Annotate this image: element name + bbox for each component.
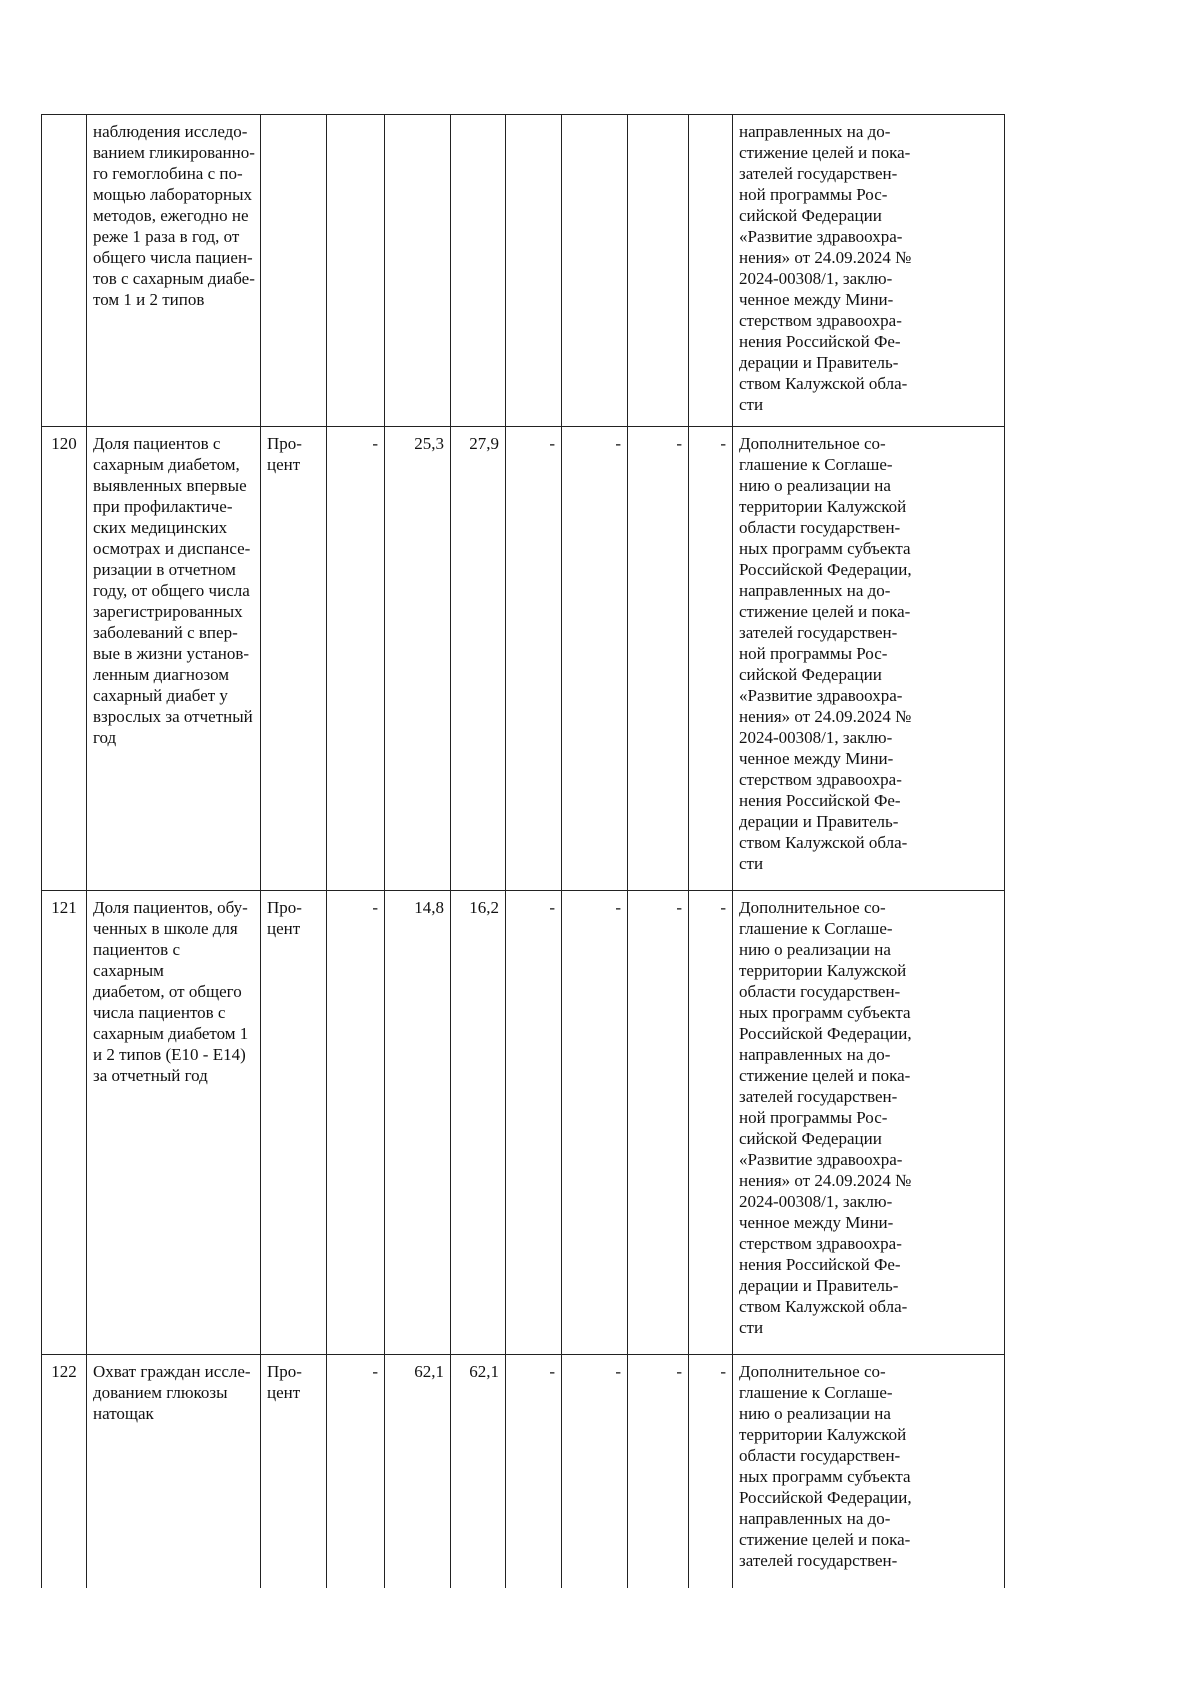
- text-line: нию о реализации на: [739, 1404, 891, 1423]
- text-line: глашение к Соглаше-: [739, 919, 893, 938]
- text-line: глашение к Соглаше-: [739, 1383, 893, 1402]
- text-line: пациентов с сахарным: [93, 940, 181, 980]
- text-line: 2024-00308/1, заклю-: [739, 269, 893, 288]
- value-col-7: [689, 115, 733, 427]
- row-number: 121: [42, 891, 87, 1355]
- value-col-6: -: [628, 427, 689, 891]
- text-line: ченных в школе для: [93, 919, 238, 938]
- value-col-4: -: [506, 427, 562, 891]
- text-line: «Развитие здравоохра-: [739, 686, 903, 705]
- value-col-5: -: [562, 891, 628, 1355]
- source-document: [733, 427, 1005, 891]
- text-line: сти: [739, 854, 764, 873]
- text-line: ных программ субъекта: [739, 1003, 911, 1022]
- value-col-3: [451, 115, 506, 427]
- text-line: ной программы Рос-: [739, 644, 888, 663]
- text-line: Дополнительное со-: [739, 1362, 886, 1381]
- text-line: направленных на до-: [739, 1045, 891, 1064]
- value-col-6: -: [628, 891, 689, 1355]
- value-col-5: -: [562, 427, 628, 891]
- text-line: области государствен-: [739, 1446, 901, 1465]
- text-line: сти: [739, 1318, 764, 1337]
- text-line: глашение к Соглаше-: [739, 455, 893, 474]
- text-line: дованием глюкозы: [93, 1383, 228, 1402]
- row-number: 122: [42, 1355, 87, 1590]
- value-col-3: 16,2: [451, 891, 506, 1355]
- value-col-2: 62,1: [385, 1355, 451, 1590]
- indicator-name: [87, 891, 261, 1355]
- source-document: [733, 1355, 1005, 1590]
- text-line: «Развитие здравоохра-: [739, 1150, 903, 1169]
- text-line: году, от общего числа: [93, 581, 250, 600]
- text-line: сти: [739, 395, 764, 414]
- text-line: направленных на до-: [739, 122, 891, 141]
- text-line: Российской Федерации,: [739, 560, 912, 579]
- text-line: сахарным диабетом,: [93, 455, 240, 474]
- value-col-7: -: [689, 1355, 733, 1590]
- value-col-2: [385, 115, 451, 427]
- text-line: общего числа пациен-: [93, 248, 253, 267]
- value-col-1: -: [327, 427, 385, 891]
- text-line: ством Калужской обла-: [739, 1297, 908, 1316]
- text-line: 2024-00308/1, заклю-: [739, 728, 893, 747]
- value-col-4: [506, 115, 562, 427]
- text-line: сийской Федерации: [739, 206, 882, 225]
- text-line: нения Российской Фе-: [739, 332, 901, 351]
- text-line: Доля пациентов с: [93, 434, 221, 453]
- text-line: ризации в отчетном: [93, 560, 236, 579]
- table-row: [42, 1355, 1005, 1590]
- text-line: нения» от 24.09.2024 №: [739, 1171, 912, 1190]
- text-line: числа пациентов с: [93, 1003, 226, 1022]
- text-line: дерации и Правитель-: [739, 353, 899, 372]
- value-col-3: 62,1: [451, 1355, 506, 1590]
- text-line: нения Российской Фе-: [739, 791, 901, 810]
- text-line: зателей государствен-: [739, 623, 898, 642]
- text-line: стерством здравоохра-: [739, 1234, 902, 1253]
- value-col-1: -: [327, 1355, 385, 1590]
- text-line: зателей государствен-: [739, 1087, 898, 1106]
- text-line: ванием гликированно-: [93, 143, 255, 162]
- text-line: том 1 и 2 типов: [93, 290, 205, 309]
- value-col-1: -: [327, 891, 385, 1355]
- value-col-2: 25,3: [385, 427, 451, 891]
- text-line: территории Калужской: [739, 1425, 907, 1444]
- text-line: взрослых за отчетный: [93, 707, 253, 726]
- unit-of-measure: [261, 115, 327, 427]
- text-line: осмотрах и диспансе-: [93, 539, 251, 558]
- text-line: ной программы Рос-: [739, 1108, 888, 1127]
- text-line: территории Калужской: [739, 497, 907, 516]
- indicator-name: [87, 1355, 261, 1590]
- text-line: реже 1 раза в год, от: [93, 227, 240, 246]
- text-line: заболеваний с впер-: [93, 623, 238, 642]
- text-line: ством Калужской обла-: [739, 374, 908, 393]
- text-line: Дополнительное со-: [739, 434, 886, 453]
- text-line: направленных на до-: [739, 581, 891, 600]
- text-line: нения» от 24.09.2024 №: [739, 707, 912, 726]
- text-line: зателей государствен-: [739, 1551, 898, 1570]
- text-line: ских медицинских: [93, 518, 228, 537]
- text-line: нения Российской Фе-: [739, 1255, 901, 1274]
- text-line: сийской Федерации: [739, 1129, 882, 1148]
- text-line: при профилактиче-: [93, 497, 233, 516]
- text-line: натощак: [93, 1404, 154, 1423]
- text-line: Про-: [267, 898, 302, 917]
- value-col-6: -: [628, 1355, 689, 1590]
- text-line: «Развитие здравоохра-: [739, 227, 903, 246]
- text-line: ной программы Рос-: [739, 185, 888, 204]
- text-line: ных программ субъекта: [739, 1467, 911, 1486]
- text-line: сийской Федерации: [739, 665, 882, 684]
- text-line: направленных на до-: [739, 1509, 891, 1528]
- value-col-4: -: [506, 891, 562, 1355]
- value-col-5: -: [562, 1355, 628, 1590]
- text-line: области государствен-: [739, 982, 901, 1001]
- row-number: [42, 115, 87, 427]
- unit-of-measure: [261, 891, 327, 1355]
- text-line: сахарный диабет у: [93, 686, 228, 705]
- text-line: Российской Федерации,: [739, 1488, 912, 1507]
- table-row: [42, 427, 1005, 891]
- text-line: ленным диагнозом: [93, 665, 230, 684]
- text-line: нию о реализации на: [739, 940, 891, 959]
- indicators-table: [41, 114, 1005, 1589]
- text-line: зателей государствен-: [739, 164, 898, 183]
- value-col-3: 27,9: [451, 427, 506, 891]
- value-col-5: [562, 115, 628, 427]
- text-line: год: [93, 728, 117, 747]
- text-line: стерством здравоохра-: [739, 311, 902, 330]
- source-document: [733, 891, 1005, 1355]
- value-col-7: -: [689, 891, 733, 1355]
- page-bottom-margin: [0, 1588, 1200, 1708]
- text-line: и 2 типов (Е10 - Е14): [93, 1045, 246, 1064]
- text-line: методов, ежегодно не: [93, 206, 249, 225]
- text-line: области государствен-: [739, 518, 901, 537]
- value-col-4: -: [506, 1355, 562, 1590]
- text-line: Про-: [267, 1362, 302, 1381]
- text-line: зарегистрированных: [93, 602, 243, 621]
- text-line: Доля пациентов, обу-: [93, 898, 248, 917]
- text-line: мощью лабораторных: [93, 185, 253, 204]
- table-row: [42, 891, 1005, 1355]
- text-line: стижение целей и пока-: [739, 1066, 911, 1085]
- text-line: дерации и Правитель-: [739, 1276, 899, 1295]
- text-line: наблюдения исследо-: [93, 122, 248, 141]
- text-line: тов с сахарным диабе-: [93, 269, 255, 288]
- text-line: стерством здравоохра-: [739, 770, 902, 789]
- unit-of-measure: [261, 427, 327, 891]
- text-line: цент: [267, 919, 301, 938]
- text-line: нию о реализации на: [739, 476, 891, 495]
- text-line: ных программ субъекта: [739, 539, 911, 558]
- table-row: [42, 115, 1005, 427]
- text-line: выявленных впервые: [93, 476, 247, 495]
- text-line: цент: [267, 1383, 301, 1402]
- text-line: нения» от 24.09.2024 №: [739, 248, 912, 267]
- row-number: 120: [42, 427, 87, 891]
- text-line: стижение целей и пока-: [739, 1530, 911, 1549]
- text-line: ченное между Мини-: [739, 290, 894, 309]
- text-line: за отчетный год: [93, 1066, 208, 1085]
- indicator-name: [87, 427, 261, 891]
- text-line: ченное между Мини-: [739, 749, 894, 768]
- indicator-name: [87, 115, 261, 427]
- text-line: стижение целей и пока-: [739, 602, 911, 621]
- text-line: Охват граждан иссле-: [93, 1362, 251, 1381]
- text-line: сахарным диабетом 1: [93, 1024, 249, 1043]
- text-line: вые в жизни установ-: [93, 644, 250, 663]
- text-line: Дополнительное со-: [739, 898, 886, 917]
- value-col-2: 14,8: [385, 891, 451, 1355]
- value-col-6: [628, 115, 689, 427]
- value-col-7: -: [689, 427, 733, 891]
- text-line: ством Калужской обла-: [739, 833, 908, 852]
- text-line: диабетом, от общего: [93, 982, 242, 1001]
- unit-of-measure: [261, 1355, 327, 1590]
- text-line: дерации и Правитель-: [739, 812, 899, 831]
- source-document: [733, 115, 1005, 427]
- text-line: го гемоглобина с по-: [93, 164, 243, 183]
- text-line: Российской Федерации,: [739, 1024, 912, 1043]
- text-line: территории Калужской: [739, 961, 907, 980]
- text-line: стижение целей и пока-: [739, 143, 911, 162]
- table-body: [42, 115, 1005, 1590]
- value-col-1: [327, 115, 385, 427]
- text-line: 2024-00308/1, заклю-: [739, 1192, 893, 1211]
- text-line: цент: [267, 455, 301, 474]
- text-line: Про-: [267, 434, 302, 453]
- text-line: ченное между Мини-: [739, 1213, 894, 1232]
